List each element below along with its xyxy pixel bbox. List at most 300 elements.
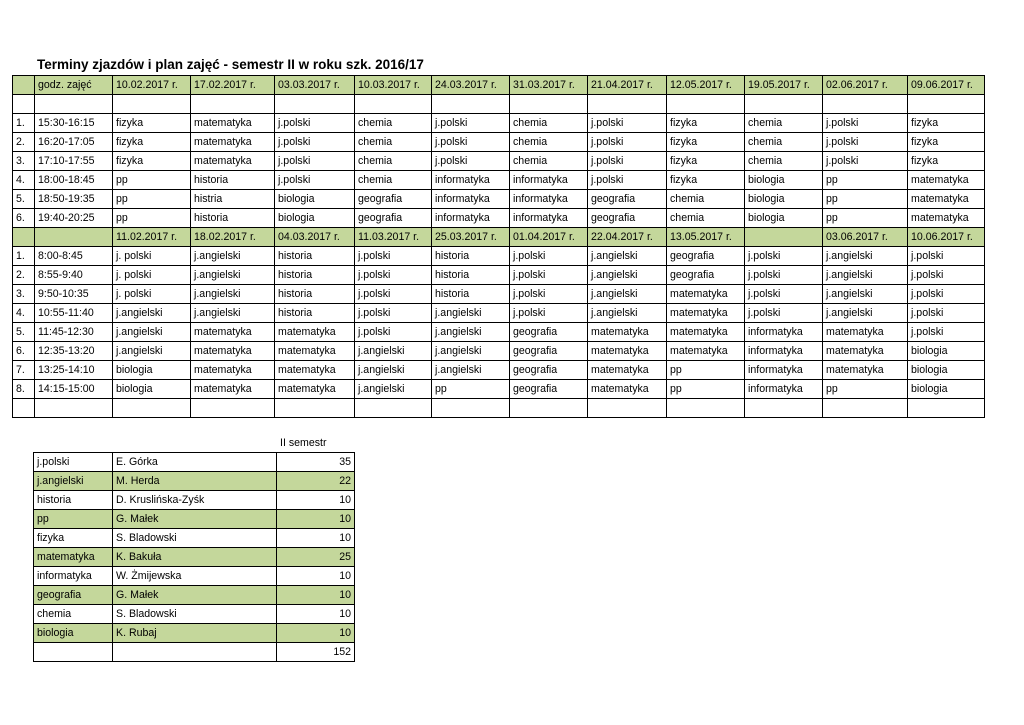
total-hours: 152 <box>277 643 355 662</box>
empty-cell <box>113 95 191 114</box>
lesson-number: 6. <box>13 209 35 228</box>
subject-cell: fizyka <box>113 114 191 133</box>
empty-cell <box>275 399 355 418</box>
date-header-cell: 11.02.2017 r. <box>113 228 191 247</box>
date-header-cell <box>745 228 823 247</box>
hours-header-cell: godz. zajęć <box>35 76 113 95</box>
subject-cell: j.angielski <box>588 266 667 285</box>
lesson-number: 1. <box>13 114 35 133</box>
subject-cell: j.polski <box>823 114 908 133</box>
subject-cell: fizyka <box>667 152 745 171</box>
subject-cell: pp <box>113 190 191 209</box>
subject-cell: j.angielski <box>191 285 275 304</box>
lesson-time: 14:15-15:00 <box>35 380 113 399</box>
teacher-name: G. Małek <box>113 586 277 605</box>
subject-name: chemia <box>34 605 113 624</box>
subject-cell: pp <box>113 209 191 228</box>
subject-cell: biologia <box>908 380 985 399</box>
lesson-time: 10:55-11:40 <box>35 304 113 323</box>
summary-total-row <box>34 643 355 662</box>
empty-cell <box>823 95 908 114</box>
subject-cell: historia <box>432 266 510 285</box>
date-header-cell: 25.03.2017 r. <box>432 228 510 247</box>
date-header-cell: 01.04.2017 r. <box>510 228 588 247</box>
lesson-row <box>13 342 985 361</box>
subject-cell: informatyka <box>510 190 588 209</box>
subject-cell: geografia <box>667 266 745 285</box>
subject-name: matematyka <box>34 548 113 567</box>
subject-name: j.angielski <box>34 472 113 491</box>
date-header-cell: 22.04.2017 r. <box>588 228 667 247</box>
subject-cell: informatyka <box>510 171 588 190</box>
subject-cell: matematyka <box>191 323 275 342</box>
summary-row <box>34 548 355 567</box>
subject-cell: historia <box>191 209 275 228</box>
subject-cell: fizyka <box>667 171 745 190</box>
subject-cell: chemia <box>510 133 588 152</box>
subject-cell: pp <box>667 361 745 380</box>
subject-cell: fizyka <box>908 114 985 133</box>
teacher-name: W. Żmijewska <box>113 567 277 586</box>
subject-cell: matematyka <box>667 304 745 323</box>
date-header-cell: 31.03.2017 r. <box>510 76 588 95</box>
subject-cell: matematyka <box>823 342 908 361</box>
teacher-name: S. Bladowski <box>113 529 277 548</box>
empty-cell <box>34 643 113 662</box>
teacher-name: S. Bladowski <box>113 605 277 624</box>
subject-cell: biologia <box>275 209 355 228</box>
subject-cell: j.angielski <box>355 342 432 361</box>
subject-cell: matematyka <box>823 323 908 342</box>
subject-cell: matematyka <box>275 361 355 380</box>
lesson-number: 8. <box>13 380 35 399</box>
subject-cell: j.angielski <box>823 266 908 285</box>
subject-cell: matematyka <box>191 152 275 171</box>
subject-cell: j.angielski <box>113 323 191 342</box>
subject-cell: informatyka <box>745 323 823 342</box>
subject-cell: j.angielski <box>191 247 275 266</box>
subject-cell: matematyka <box>275 323 355 342</box>
subject-cell: informatyka <box>745 361 823 380</box>
summary-row <box>34 491 355 510</box>
subject-cell: informatyka <box>432 190 510 209</box>
lesson-time: 8:00-8:45 <box>35 247 113 266</box>
subject-cell: chemia <box>355 133 432 152</box>
subject-cell: j. polski <box>113 266 191 285</box>
teacher-name: G. Małek <box>113 510 277 529</box>
subject-cell: j.polski <box>745 285 823 304</box>
empty-cell <box>191 95 275 114</box>
subject-cell: j.polski <box>745 266 823 285</box>
subject-cell: j.angielski <box>588 285 667 304</box>
hours-value: 10 <box>277 586 355 605</box>
subject-cell: matematyka <box>667 323 745 342</box>
subject-cell: j.polski <box>588 152 667 171</box>
subject-cell: biologia <box>908 361 985 380</box>
date-header-cell: 11.03.2017 r. <box>355 228 432 247</box>
subject-cell: fizyka <box>113 133 191 152</box>
empty-row <box>13 95 985 114</box>
subject-cell: fizyka <box>908 152 985 171</box>
subject-cell: j.polski <box>908 304 985 323</box>
subject-cell: informatyka <box>432 209 510 228</box>
lesson-number: 7. <box>13 361 35 380</box>
subject-cell: pp <box>823 380 908 399</box>
semester-label: II semestr <box>280 437 327 449</box>
summary-row <box>34 510 355 529</box>
lesson-time: 15:30-16:15 <box>35 114 113 133</box>
subject-cell: geografia <box>510 342 588 361</box>
subject-cell: geografia <box>510 361 588 380</box>
empty-cell <box>588 399 667 418</box>
teacher-name: M. Herda <box>113 472 277 491</box>
subject-cell: matematyka <box>667 285 745 304</box>
subject-cell: matematyka <box>191 380 275 399</box>
lesson-time: 18:00-18:45 <box>35 171 113 190</box>
empty-cell <box>432 399 510 418</box>
subject-cell: j.angielski <box>823 285 908 304</box>
subject-cell: j.polski <box>908 247 985 266</box>
subject-cell: j.polski <box>432 133 510 152</box>
subject-cell: matematyka <box>191 133 275 152</box>
subject-cell: j.polski <box>275 171 355 190</box>
summary-row <box>34 472 355 491</box>
hours-summary-table <box>33 452 355 662</box>
empty-cell <box>35 95 113 114</box>
subject-cell: histria <box>191 190 275 209</box>
subject-cell: pp <box>667 380 745 399</box>
subject-cell: geografia <box>355 190 432 209</box>
subject-cell: matematyka <box>588 380 667 399</box>
date-header-cell: 04.03.2017 r. <box>275 228 355 247</box>
subject-cell: biologia <box>113 380 191 399</box>
lesson-time: 18:50-19:35 <box>35 190 113 209</box>
subject-cell: matematyka <box>667 342 745 361</box>
lesson-time: 8:55-9:40 <box>35 266 113 285</box>
lesson-row <box>13 361 985 380</box>
subject-cell: chemia <box>745 152 823 171</box>
empty-cell <box>588 95 667 114</box>
subject-cell: chemia <box>355 171 432 190</box>
date-header-cell: 21.04.2017 r. <box>588 76 667 95</box>
lesson-row <box>13 304 985 323</box>
schedule-table <box>12 75 985 418</box>
empty-cell <box>191 399 275 418</box>
subject-cell: chemia <box>667 209 745 228</box>
empty-row <box>13 399 985 418</box>
lesson-time: 17:10-17:55 <box>35 152 113 171</box>
empty-cell <box>823 399 908 418</box>
subject-cell: geografia <box>588 190 667 209</box>
subject-cell: biologia <box>745 171 823 190</box>
lesson-row <box>13 114 985 133</box>
summary-row <box>34 529 355 548</box>
lesson-row <box>13 266 985 285</box>
lesson-time: 9:50-10:35 <box>35 285 113 304</box>
lesson-number: 3. <box>13 285 35 304</box>
date-header-cell: 10.02.2017 r. <box>113 76 191 95</box>
subject-cell: matematyka <box>823 361 908 380</box>
summary-row <box>34 567 355 586</box>
subject-cell: j.angielski <box>113 342 191 361</box>
subject-cell: chemia <box>745 133 823 152</box>
subject-cell: j.polski <box>275 133 355 152</box>
subject-cell: pp <box>823 209 908 228</box>
subject-cell: historia <box>275 285 355 304</box>
header-cell <box>13 76 35 95</box>
subject-cell: fizyka <box>908 133 985 152</box>
subject-name: pp <box>34 510 113 529</box>
date-header-row <box>13 228 985 247</box>
lesson-time: 19:40-20:25 <box>35 209 113 228</box>
subject-name: j.polski <box>34 453 113 472</box>
subject-cell: j.polski <box>908 323 985 342</box>
subject-cell: historia <box>275 247 355 266</box>
subject-cell: j.polski <box>432 152 510 171</box>
lesson-number: 1. <box>13 247 35 266</box>
subject-cell: chemia <box>355 114 432 133</box>
empty-cell <box>275 95 355 114</box>
hours-value: 10 <box>277 529 355 548</box>
subject-cell: j.polski <box>510 304 588 323</box>
date-header-cell: 18.02.2017 r. <box>191 228 275 247</box>
subject-cell: j.polski <box>510 266 588 285</box>
subject-cell: j.angielski <box>355 361 432 380</box>
date-header-cell: 19.05.2017 r. <box>745 76 823 95</box>
subject-cell: geografia <box>355 209 432 228</box>
teacher-name: E. Górka <box>113 453 277 472</box>
subject-name: informatyka <box>34 567 113 586</box>
teacher-name: D. Kruslińska-Zyśk <box>113 491 277 510</box>
subject-cell: j.polski <box>432 114 510 133</box>
hours-value: 10 <box>277 624 355 643</box>
subject-cell: matematyka <box>588 342 667 361</box>
date-header-cell: 10.06.2017 r. <box>908 228 985 247</box>
subject-cell: j.polski <box>588 114 667 133</box>
empty-cell <box>745 95 823 114</box>
subject-cell: j.angielski <box>191 304 275 323</box>
subject-cell: informatyka <box>745 342 823 361</box>
subject-cell: j.angielski <box>588 247 667 266</box>
date-header-cell: 10.03.2017 r. <box>355 76 432 95</box>
date-header-cell: 09.06.2017 r. <box>908 76 985 95</box>
empty-cell <box>510 399 588 418</box>
hours-value: 25 <box>277 548 355 567</box>
empty-cell <box>432 95 510 114</box>
subject-cell: j.angielski <box>355 380 432 399</box>
subject-cell: matematyka <box>908 209 985 228</box>
subject-cell: geografia <box>588 209 667 228</box>
subject-cell: j.angielski <box>113 304 191 323</box>
lesson-time: 12:35-13:20 <box>35 342 113 361</box>
subject-cell: j.polski <box>588 171 667 190</box>
subject-cell: informatyka <box>510 209 588 228</box>
subject-cell: biologia <box>275 190 355 209</box>
subject-cell: matematyka <box>908 190 985 209</box>
hours-value: 10 <box>277 510 355 529</box>
empty-cell <box>510 95 588 114</box>
empty-cell <box>745 399 823 418</box>
subject-cell: matematyka <box>908 171 985 190</box>
subject-cell: matematyka <box>191 342 275 361</box>
subject-cell: geografia <box>510 380 588 399</box>
subject-cell: j. polski <box>113 285 191 304</box>
subject-cell: j.polski <box>908 285 985 304</box>
subject-cell: chemia <box>745 114 823 133</box>
subject-cell: j.polski <box>275 152 355 171</box>
lesson-time: 11:45-12:30 <box>35 323 113 342</box>
subject-cell: pp <box>823 190 908 209</box>
subject-cell: j.polski <box>355 247 432 266</box>
empty-cell <box>908 95 985 114</box>
date-header-cell: 17.02.2017 r. <box>191 76 275 95</box>
lesson-number: 3. <box>13 152 35 171</box>
lesson-number: 2. <box>13 133 35 152</box>
subject-name: fizyka <box>34 529 113 548</box>
subject-cell: geografia <box>667 247 745 266</box>
empty-cell <box>667 399 745 418</box>
empty-cell <box>35 399 113 418</box>
empty-cell <box>667 95 745 114</box>
date-header-cell: 03.06.2017 r. <box>823 228 908 247</box>
hours-value: 22 <box>277 472 355 491</box>
subject-cell: j.angielski <box>432 342 510 361</box>
empty-cell <box>13 399 35 418</box>
summary-row <box>34 586 355 605</box>
header-cell <box>13 228 35 247</box>
subject-cell: matematyka <box>588 323 667 342</box>
subject-cell: fizyka <box>113 152 191 171</box>
subject-cell: historia <box>275 266 355 285</box>
date-header-cell: 12.05.2017 r. <box>667 76 745 95</box>
lesson-row <box>13 152 985 171</box>
subject-name: biologia <box>34 624 113 643</box>
subject-cell: informatyka <box>745 380 823 399</box>
empty-cell <box>355 399 432 418</box>
subject-cell: j.angielski <box>432 304 510 323</box>
summary-row <box>34 453 355 472</box>
subject-cell: biologia <box>908 342 985 361</box>
subject-cell: matematyka <box>588 361 667 380</box>
hours-header-cell <box>35 228 113 247</box>
lesson-row <box>13 323 985 342</box>
subject-name: geografia <box>34 586 113 605</box>
lesson-number: 2. <box>13 266 35 285</box>
subject-cell: j.polski <box>275 114 355 133</box>
subject-cell: j.polski <box>588 133 667 152</box>
date-header-cell: 24.03.2017 r. <box>432 76 510 95</box>
subject-cell: j.angielski <box>823 304 908 323</box>
subject-cell: geografia <box>510 323 588 342</box>
lesson-time: 13:25-14:10 <box>35 361 113 380</box>
lesson-row <box>13 190 985 209</box>
hours-value: 10 <box>277 491 355 510</box>
subject-cell: j.polski <box>510 247 588 266</box>
lesson-row <box>13 380 985 399</box>
subject-cell: j.polski <box>355 266 432 285</box>
subject-cell: j.polski <box>355 304 432 323</box>
subject-cell: j.polski <box>510 285 588 304</box>
subject-cell: j.polski <box>355 323 432 342</box>
subject-cell: chemia <box>510 152 588 171</box>
date-header-row <box>13 76 985 95</box>
subject-cell: historia <box>432 285 510 304</box>
subject-cell: j.polski <box>355 285 432 304</box>
hours-value: 35 <box>277 453 355 472</box>
subject-cell: informatyka <box>432 171 510 190</box>
hours-value: 10 <box>277 605 355 624</box>
teacher-name: K. Bakuła <box>113 548 277 567</box>
subject-cell: matematyka <box>191 361 275 380</box>
subject-cell: j.angielski <box>432 323 510 342</box>
subject-cell: fizyka <box>667 133 745 152</box>
lesson-row <box>13 209 985 228</box>
subject-cell: chemia <box>667 190 745 209</box>
subject-cell: j.angielski <box>432 361 510 380</box>
subject-cell: pp <box>823 171 908 190</box>
subject-cell: historia <box>275 304 355 323</box>
subject-cell: pp <box>113 171 191 190</box>
subject-cell: j.angielski <box>588 304 667 323</box>
subject-cell: matematyka <box>191 114 275 133</box>
subject-cell: biologia <box>745 209 823 228</box>
hours-value: 10 <box>277 567 355 586</box>
lesson-number: 4. <box>13 304 35 323</box>
empty-cell <box>908 399 985 418</box>
page-title: Terminy zjazdów i plan zajęć - semestr II w roku szk. 2016/17 <box>37 57 424 72</box>
lesson-time: 16:20-17:05 <box>35 133 113 152</box>
lesson-number: 5. <box>13 323 35 342</box>
subject-name: historia <box>34 491 113 510</box>
lesson-row <box>13 171 985 190</box>
lesson-number: 5. <box>13 190 35 209</box>
subject-cell: j.polski <box>823 133 908 152</box>
empty-cell <box>13 95 35 114</box>
empty-cell <box>113 643 277 662</box>
lesson-row <box>13 247 985 266</box>
teacher-name: K. Rubaj <box>113 624 277 643</box>
date-header-cell: 03.03.2017 r. <box>275 76 355 95</box>
subject-cell: j.polski <box>745 247 823 266</box>
subject-cell: pp <box>432 380 510 399</box>
lesson-row <box>13 133 985 152</box>
subject-cell: j.polski <box>908 266 985 285</box>
subject-cell: chemia <box>355 152 432 171</box>
subject-cell: biologia <box>745 190 823 209</box>
lesson-number: 6. <box>13 342 35 361</box>
subject-cell: fizyka <box>667 114 745 133</box>
subject-cell: historia <box>432 247 510 266</box>
subject-cell: matematyka <box>275 342 355 361</box>
subject-cell: j. polski <box>113 247 191 266</box>
summary-row <box>34 624 355 643</box>
subject-cell: matematyka <box>275 380 355 399</box>
subject-cell: historia <box>191 171 275 190</box>
date-header-cell: 13.05.2017 r. <box>667 228 745 247</box>
empty-cell <box>355 95 432 114</box>
date-header-cell: 02.06.2017 r. <box>823 76 908 95</box>
subject-cell: biologia <box>113 361 191 380</box>
subject-cell: j.polski <box>745 304 823 323</box>
lesson-number: 4. <box>13 171 35 190</box>
subject-cell: j.polski <box>823 152 908 171</box>
empty-cell <box>113 399 191 418</box>
subject-cell: j.angielski <box>191 266 275 285</box>
subject-cell: chemia <box>510 114 588 133</box>
subject-cell: j.angielski <box>823 247 908 266</box>
summary-row <box>34 605 355 624</box>
lesson-row <box>13 285 985 304</box>
